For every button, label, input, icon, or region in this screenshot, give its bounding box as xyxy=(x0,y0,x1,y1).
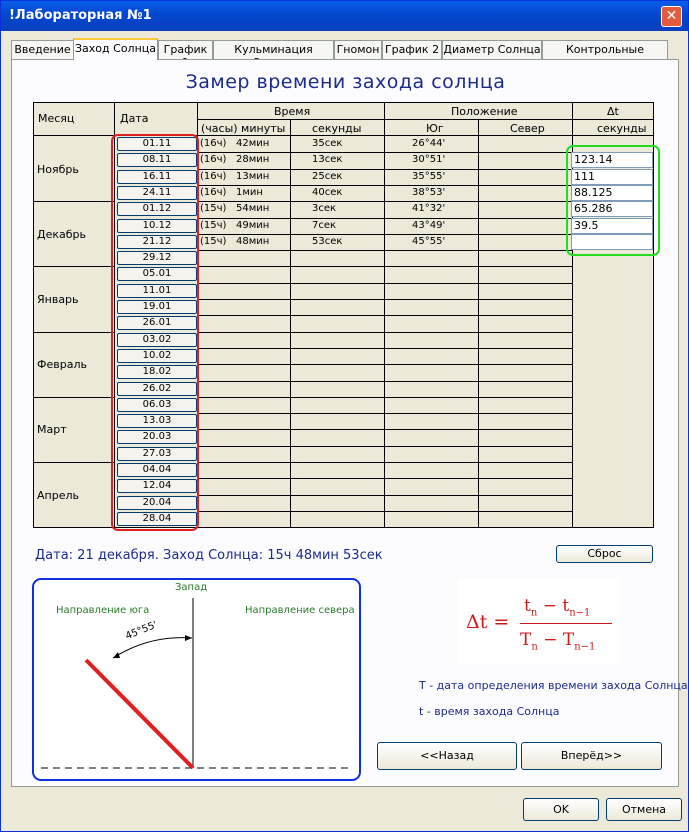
minutes-cell: 54мин xyxy=(236,203,270,214)
row-divider xyxy=(197,364,572,365)
formula-lhs xyxy=(466,611,509,633)
south-position-cell: 45°55' xyxy=(412,236,446,247)
month-divider xyxy=(34,462,114,463)
arc-arrow-end xyxy=(185,635,192,641)
month-divider xyxy=(34,266,114,267)
page-title: Замер времени захода солнца xyxy=(185,71,506,93)
row-divider xyxy=(197,234,572,235)
date-button[interactable]: 11.01 xyxy=(117,284,197,298)
hours-cell: (16ч) xyxy=(200,138,227,149)
row-divider xyxy=(197,332,572,333)
date-button[interactable]: 29.12 xyxy=(117,251,197,265)
dt-input[interactable]: 88.125 xyxy=(571,185,653,201)
seconds-cell: 35сек xyxy=(312,138,343,149)
row-divider xyxy=(197,315,572,316)
legend-t: t - время захода Солнца xyxy=(419,705,560,718)
seconds-cell: 25сек xyxy=(312,171,343,182)
hours-cell: (15ч) xyxy=(200,236,227,247)
row-divider xyxy=(197,478,572,479)
formula-minus: − xyxy=(542,596,557,616)
title-bar xyxy=(1,1,688,31)
tab-culmination[interactable]: Кульминация xyxy=(213,40,334,59)
formula-sub-n-1-den: n−1 xyxy=(574,641,596,653)
formula-numerator xyxy=(524,596,590,618)
row-divider xyxy=(197,283,572,284)
row-divider xyxy=(197,185,572,186)
header-seconds: секунды xyxy=(312,122,362,135)
south-position-cell: 26°44' xyxy=(412,138,446,149)
date-button[interactable]: 26.02 xyxy=(117,382,197,396)
header-date: Дата xyxy=(120,112,149,125)
month-label: Январь xyxy=(37,293,79,306)
date-button[interactable]: 19.01 xyxy=(117,300,197,314)
row-divider xyxy=(197,413,572,414)
north-direction-label: Направление севера xyxy=(245,605,355,616)
row-divider xyxy=(197,299,572,300)
header-time: Время xyxy=(274,105,311,118)
south-position-cell: 30°51' xyxy=(412,154,446,165)
minutes-cell: 42мин xyxy=(236,138,270,149)
back-button[interactable]: <<Назад xyxy=(377,742,517,770)
row-divider xyxy=(197,218,572,219)
status-text: Дата: 21 декабря. Заход Солнца: 15ч 48мин 53сек xyxy=(35,548,383,563)
dt-input[interactable]: 111 xyxy=(571,169,653,185)
formula-T: T xyxy=(520,630,532,650)
date-button[interactable]: 13.03 xyxy=(117,414,197,428)
date-button[interactable]: 05.01 xyxy=(117,267,197,281)
row-divider xyxy=(197,462,572,463)
south-position-cell: 41°32' xyxy=(412,203,446,214)
month-label: Ноябрь xyxy=(37,163,79,176)
dt-input[interactable]: 65.286 xyxy=(571,201,653,217)
header-position: Положение xyxy=(451,105,518,118)
tab-gnomon[interactable]: Гномон xyxy=(334,40,382,59)
row-divider xyxy=(197,511,572,512)
seconds-cell: 13сек xyxy=(312,154,343,165)
close-button[interactable]: ✕ xyxy=(661,6,682,27)
row-divider xyxy=(197,169,572,170)
formula-T-prev: T xyxy=(562,630,575,650)
month-label: Декабрь xyxy=(37,228,86,241)
formula-sub-n-1: n−1 xyxy=(569,607,591,619)
forward-button[interactable]: Вперёд>> xyxy=(521,742,662,770)
header-north: Север xyxy=(510,122,545,135)
date-button[interactable]: 16.11 xyxy=(117,170,197,184)
date-button[interactable]: 03.02 xyxy=(117,333,197,347)
formula-delta-t: Δt xyxy=(466,611,488,633)
formula-t-prev: t xyxy=(562,596,570,616)
row-divider xyxy=(197,250,572,251)
row-divider xyxy=(197,495,572,496)
row-divider xyxy=(197,527,572,528)
seconds-cell: 53сек xyxy=(312,236,343,247)
fraction-bar xyxy=(520,623,612,624)
row-divider xyxy=(197,397,572,398)
seconds-cell: 3сек xyxy=(312,203,337,214)
dt-input[interactable]: 39.5 xyxy=(571,218,653,234)
arc-arrow-start xyxy=(113,652,120,658)
dt-column-highlight xyxy=(566,145,660,256)
row-divider xyxy=(197,429,572,430)
date-button[interactable]: 26.01 xyxy=(117,316,197,330)
header-month: Месяц xyxy=(38,112,75,125)
sun-direction-diagram xyxy=(32,578,361,781)
header-hours-minutes: (часы) минуты xyxy=(201,122,286,135)
date-button[interactable]: 20.03 xyxy=(117,430,197,444)
tab-sun-diameter[interactable]: Диаметр Солнца xyxy=(442,40,542,59)
hours-cell: (16ч) xyxy=(200,171,227,182)
south-position-cell: 38°53' xyxy=(412,187,446,198)
minutes-cell: 1мин xyxy=(236,187,263,198)
seconds-cell: 40сек xyxy=(312,187,343,198)
legend-T: T - дата определения времени захода Солнца xyxy=(419,679,688,692)
tab-introduction[interactable]: Введение xyxy=(11,40,74,59)
hours-cell: (15ч) xyxy=(200,203,227,214)
formula-minus-den: − xyxy=(543,630,558,650)
formula-sub-n: n xyxy=(530,607,538,619)
window-title: !Лабораторная №1 xyxy=(9,8,152,23)
tab-sunset[interactable]: Заход Солнца xyxy=(73,38,158,60)
hours-cell: (16ч) xyxy=(200,154,227,165)
hours-cell: (16ч) xyxy=(200,187,227,198)
date-button[interactable]: 18.02 xyxy=(117,365,197,379)
date-button[interactable]: 06.03 xyxy=(117,398,197,412)
minutes-cell: 28мин xyxy=(236,154,270,165)
south-position-cell: 43°49' xyxy=(412,220,446,231)
reset-button[interactable]: Сброс xyxy=(556,545,653,563)
ok-button[interactable]: OK xyxy=(523,798,599,821)
tab-graph-2[interactable]: График 2 xyxy=(382,40,442,59)
cancel-button[interactable]: Отмена xyxy=(606,798,682,821)
date-button[interactable]: 01.12 xyxy=(117,202,197,216)
date-button[interactable]: 24.11 xyxy=(117,186,197,200)
date-button[interactable]: 04.04 xyxy=(117,463,197,477)
west-label: Запад xyxy=(175,582,208,593)
tab-control-questions[interactable]: Контрольные xyxy=(542,40,668,59)
header-dt-seconds: секунды xyxy=(597,122,647,135)
minutes-cell: 49мин xyxy=(236,220,270,231)
tab-graph-1[interactable]: График xyxy=(158,40,213,59)
seconds-cell: 7сек xyxy=(312,220,337,231)
formula-t: t xyxy=(524,596,531,616)
formula-equals: = xyxy=(493,611,510,633)
dt-input[interactable]: 123.14 xyxy=(571,152,653,168)
date-button[interactable]: 08.11 xyxy=(117,153,197,167)
date-column-highlight xyxy=(111,134,199,531)
angle-label: 45°55' xyxy=(124,619,159,643)
angle-arc xyxy=(113,638,192,658)
month-label: Март xyxy=(37,423,67,436)
header-dt: Δt xyxy=(607,105,619,118)
date-button[interactable]: 12.04 xyxy=(117,479,197,493)
month-label: Февраль xyxy=(37,358,87,371)
row-divider xyxy=(197,446,572,447)
row-divider xyxy=(197,348,572,349)
date-button[interactable]: 10.12 xyxy=(117,219,197,233)
hours-cell: (15ч) xyxy=(200,220,227,231)
row-divider xyxy=(197,201,572,202)
month-label: Апрель xyxy=(37,489,79,502)
south-position-cell: 35°55' xyxy=(412,171,446,182)
row-divider xyxy=(197,266,572,267)
date-button[interactable]: 27.03 xyxy=(117,447,197,461)
formula-denominator xyxy=(520,630,595,652)
minutes-cell: 48мин xyxy=(236,236,270,247)
formula-sub-n-den: n xyxy=(531,641,538,653)
date-button[interactable]: 01.11 xyxy=(117,137,197,151)
date-button[interactable]: 20.04 xyxy=(117,496,197,510)
delta-t-formula xyxy=(458,578,620,664)
row-divider xyxy=(197,381,572,382)
header-south: Юг xyxy=(426,122,444,135)
date-button[interactable]: 10.02 xyxy=(117,349,197,363)
date-button[interactable]: 28.04 xyxy=(117,512,197,526)
month-divider xyxy=(34,332,114,333)
month-divider xyxy=(34,397,114,398)
sun-direction-line xyxy=(86,660,193,768)
south-direction-label: Направление юга xyxy=(56,605,150,616)
minutes-cell: 13мин xyxy=(236,171,270,182)
date-button[interactable]: 21.12 xyxy=(117,235,197,249)
row-divider xyxy=(197,152,572,153)
month-divider xyxy=(34,201,114,202)
